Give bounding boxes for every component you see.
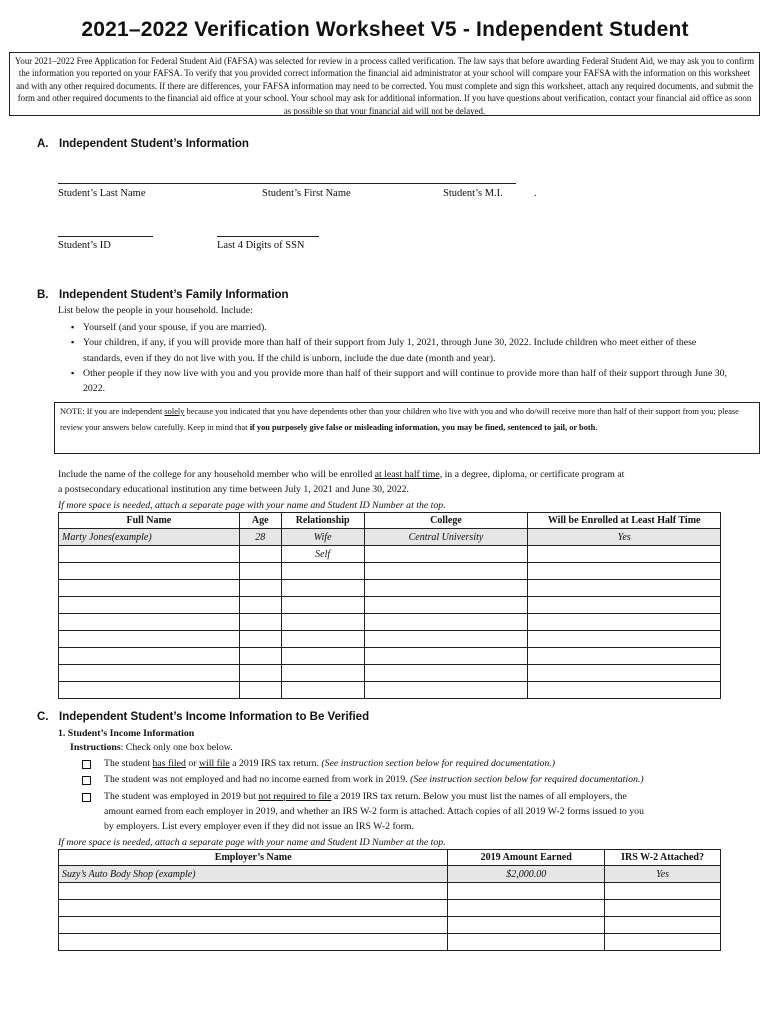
opt2-text: The student was not employed and had no income earned from work in 2019. [104,774,411,785]
name-cell[interactable] [59,665,240,682]
college-cell[interactable] [364,563,528,580]
col-full-name: Full Name [59,513,240,529]
college-cell[interactable] [364,682,528,699]
more-space-note: If more space is needed, attach a separate page with your name and Student ID Number at the top. [58,500,446,511]
opt1-will-file: will file [198,758,230,769]
example-w2: Yes [605,866,721,883]
section-b-heading [37,289,289,301]
w2-cell[interactable] [605,883,721,900]
section-a-letter: A. [37,138,49,150]
opt1-text-a: The student [104,758,153,769]
filed-checkbox[interactable] [82,760,91,769]
employer-cell[interactable] [59,900,448,917]
example-amount: $2,000.00 [448,866,605,883]
amount-cell[interactable] [448,934,605,951]
college-half-time: at least half time [374,469,440,480]
employer-cell[interactable] [59,883,448,900]
college-cell[interactable] [364,648,528,665]
table-row [59,883,721,900]
w2-cell[interactable] [605,934,721,951]
enrolled-cell[interactable] [528,563,721,580]
name-line [58,183,516,184]
income-subheading: 1. Student’s Income Information [58,728,195,739]
employed-checkbox[interactable] [82,793,91,802]
table-row [59,917,721,934]
w2-cell[interactable] [605,900,721,917]
section-a-heading [37,138,249,150]
example-college: Central University [364,529,528,546]
name-cell[interactable] [59,546,240,563]
college-cell[interactable] [364,665,528,682]
note-solely: solely [164,407,185,416]
opt3-text-b: a 2019 IRS tax return. Below you must list the names of all employers, the [331,791,627,802]
not-employed-checkbox[interactable] [82,776,91,785]
example-row [59,866,721,883]
enrolled-cell[interactable] [528,546,721,563]
table-row [59,682,721,699]
enrolled-cell[interactable] [528,665,721,682]
age-cell[interactable] [239,631,281,648]
college-instruction [58,469,624,480]
college-cell[interactable] [364,614,528,631]
intro-box: Your 2021–2022 Free Application for Federal Student Aid (FAFSA) was selected for review in a process called verification. The law says that before awarding Federal Student Aid, we may ask you to confirm the information you reported on your FAFSA. To verify that you provided correct information the financial aid administrator at your school will compare your FAFSA with the information on this worksheet and with any other required documents. If there are differences, your FAFSA information may need to be corrected. You must complete and sign this worksheet, attach any required documents, and submit the form and other required documents to the financial aid office at your school. Your school may ask for additional information. If you have questions about verification, contact your financial aid office as soon as possible so that your financial aid will not be delayed. [9,52,760,116]
section-c-letter: C. [37,711,49,723]
college-pre: Include the name of the college for any household member who will be enrolled [58,469,375,480]
household-table [58,512,721,699]
opt3-text-a: The student was employed in 2019 but [104,791,259,802]
instructions-text: : Check only one box below. [120,742,233,753]
name-cell[interactable] [59,597,240,614]
name-cell[interactable] [59,648,240,665]
relationship-cell[interactable] [281,597,364,614]
mi-dot: . [534,188,537,199]
name-cell[interactable] [59,580,240,597]
option-not-employed [104,774,644,785]
example-relationship: Wife [281,529,364,546]
college-cell[interactable] [364,546,528,563]
enrolled-cell[interactable] [528,597,721,614]
opt2-note: (See instruction section below for required documentation.) [410,774,644,785]
enrolled-cell[interactable] [528,682,721,699]
name-cell[interactable] [59,614,240,631]
age-cell[interactable] [239,546,281,563]
option-employed-line2: amount earned from each employer in 2019, and whether an IRS W-2 form is attached. Attach copies of all 2019 W-2 forms issued to you [104,806,644,817]
page-title: 2021–2022 Verification Worksheet V5 - Independent Student [81,18,689,41]
student-id-label: Student’s ID [58,240,111,251]
relationship-cell[interactable] [281,682,364,699]
table-row [59,546,721,563]
section-b-letter: B. [37,289,49,301]
col-enrolled: Will be Enrolled at Least Half Time [528,513,721,529]
col-relationship: Relationship [281,513,364,529]
name-cell[interactable] [59,631,240,648]
college-cell[interactable] [364,631,528,648]
section-b-title: Independent Student’s Family Information [59,289,289,301]
enrolled-cell[interactable] [528,614,721,631]
option-filed [104,758,555,769]
table-row [59,665,721,682]
amount-cell[interactable] [448,917,605,934]
employer-more-space-note: If more space is needed, attach a separate page with your name and Student ID Number at the top. [58,837,446,848]
relationship-cell[interactable] [281,563,364,580]
mi-label: Student’s M.I. [443,188,503,199]
employer-cell[interactable] [59,917,448,934]
opt3-not-required: not required to file [258,791,332,802]
table-header-row [59,850,721,866]
table-header-row [59,513,721,529]
employer-table [58,849,721,951]
opt1-has-filed: has filed [152,758,186,769]
col-employer-name: Employer’s Name [59,850,448,866]
student-id-line [58,236,153,237]
age-cell[interactable] [239,665,281,682]
relationship-cell[interactable] [281,648,364,665]
first-name-label: Student’s First Name [262,188,351,199]
last-name-label: Student’s Last Name [58,188,146,199]
col-age: Age [239,513,281,529]
table-row [59,648,721,665]
ssn-line [217,236,319,237]
age-cell[interactable] [239,580,281,597]
section-a-title: Independent Student’s Information [59,138,249,150]
age-cell[interactable] [239,597,281,614]
option-employed-line3: by employers. List every employer even if they did not issue an IRS W-2 form. [104,821,414,832]
table-row [59,631,721,648]
relationship-cell[interactable] [281,631,364,648]
age-cell[interactable] [239,563,281,580]
note-pre: NOTE: If you are independent [60,407,165,416]
relationship-cell[interactable] [281,665,364,682]
opt1-or: or [185,758,199,769]
bullet-item: ▪ Other people if they now live with you and you provide more than half of their support and will continue to provide more than half of their support through June 30, 2022. [73,366,733,397]
note-mid: because you indicated that you have dependents other than your children who live with you and who do/will receive more than half of their support from you; please review your answers below carefully. Keep in mind that [60,407,739,432]
instructions-line [70,742,233,753]
example-name: Marty Jones(example) [59,529,240,546]
employer-cell[interactable] [59,934,448,951]
enrolled-cell[interactable] [528,631,721,648]
enrolled-cell[interactable] [528,648,721,665]
table-row [59,614,721,631]
college-instruction-line2: a postsecondary educational institution any time between July 1, 2021 and June 30, 2022. [58,484,409,495]
example-enrolled: Yes [528,529,721,546]
section-c-title: Independent Student’s Income Information to Be Verified [59,711,370,723]
relationship-cell[interactable] [281,614,364,631]
table-row [59,563,721,580]
age-cell[interactable] [239,682,281,699]
college-post: , in a degree, diploma, or certificate program at [439,469,625,480]
option-employed [104,791,627,802]
name-cell[interactable] [59,682,240,699]
college-cell[interactable] [364,580,528,597]
example-row [59,529,721,546]
example-employer: Suzy’s Auto Body Shop (example) [59,866,448,883]
instructions-label: Instructions [70,742,121,753]
w2-cell[interactable] [605,917,721,934]
relationship-cell[interactable] [281,580,364,597]
ssn-label: Last 4 Digits of SSN [217,240,305,251]
section-c-heading [37,711,369,723]
enrolled-cell[interactable] [528,580,721,597]
amount-cell[interactable] [448,900,605,917]
table-row [59,580,721,597]
opt1-text-b: a 2019 IRS tax return. [229,758,322,769]
bullet-item: ▪ Yourself (and your spouse, if you are married). [73,320,733,335]
table-row [59,900,721,917]
household-intro: List below the people in your household. Include: [58,305,253,316]
age-cell[interactable] [239,614,281,631]
college-cell[interactable] [364,597,528,614]
bullet-item: ▪ Your children, if any, if you will provide more than half of their support from July 1, 2021, through June 30, 2022. Include children who meet either of these standards, even if they do not live with you. If the child is unborn, include the due date (month and year). [73,335,733,366]
table-row [59,597,721,614]
note-box [54,402,760,454]
self-cell: Self [281,546,364,563]
household-bullets [73,320,733,396]
note-warning: if you purposely give false or misleading information, you may be fined, sentenced to jail, or both. [249,423,598,432]
col-college: College [364,513,528,529]
col-w2-attached: IRS W-2 Attached? [605,850,721,866]
col-amount-earned: 2019 Amount Earned [448,850,605,866]
amount-cell[interactable] [448,883,605,900]
example-age: 28 [239,529,281,546]
opt1-note: (See instruction section below for required documentation.) [321,758,555,769]
table-row [59,934,721,951]
name-cell[interactable] [59,563,240,580]
age-cell[interactable] [239,648,281,665]
